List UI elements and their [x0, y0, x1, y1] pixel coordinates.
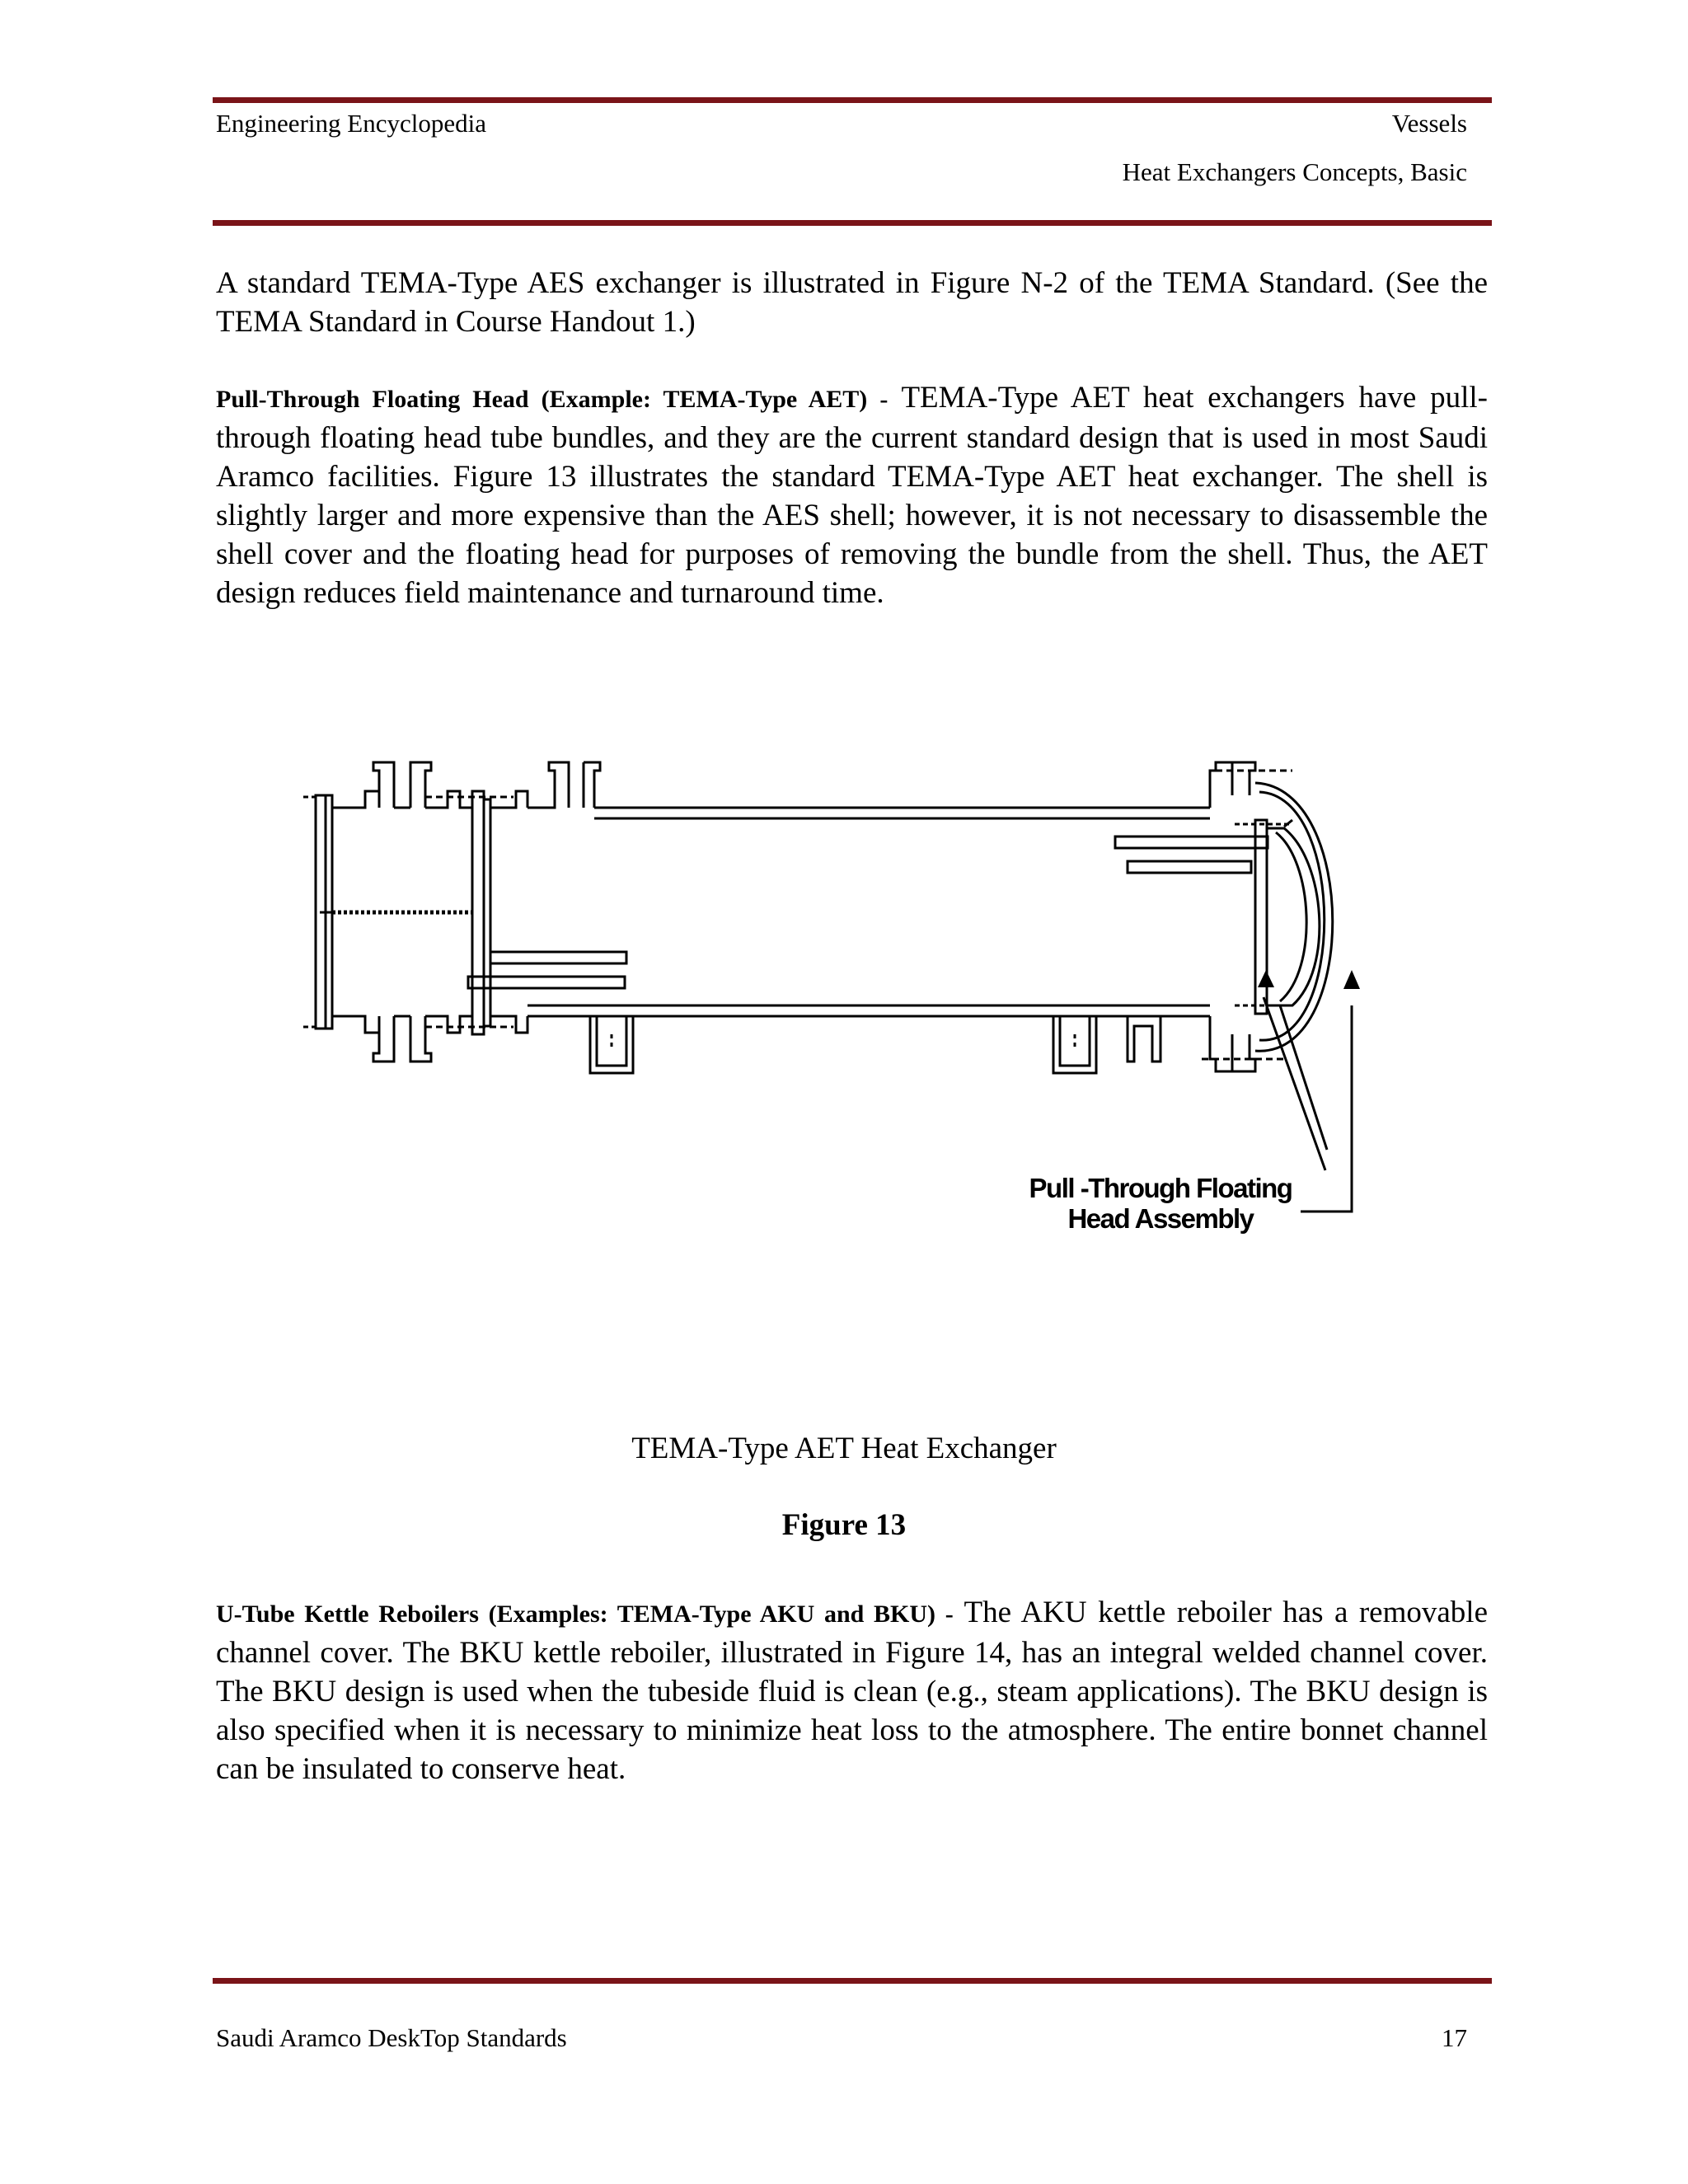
header-left-title: Engineering Encyclopedia	[216, 109, 486, 138]
figure-13-aet-exchanger-drawing	[303, 754, 1416, 1249]
figure-caption: TEMA-Type AET Heat Exchanger	[631, 1432, 1057, 1465]
paragraph-aet	[216, 378, 1488, 612]
paragraph-kettle-text: The AKU kettle reboiler has a removable channel cover. The BKU kettle reboiler, illustrated in Figure 14, has an integral welded channel cover. The BKU design is used when the tubeside fluid is clean (e.g., steam applications). The BKU design is also specified when it is necessary to minimize heat loss to the atmosphere. The entire bonnet channel can be insulated to conserve heat.	[216, 1596, 1489, 1786]
footer-left-text: Saudi Aramco DeskTop Standards	[216, 2023, 567, 2052]
tube-right-upper	[1115, 837, 1268, 848]
arrow-icon	[1258, 970, 1274, 987]
callout-leader-1	[1264, 997, 1325, 1170]
shell-nozzle-bottom	[1128, 1016, 1160, 1062]
tube-right-lower	[1128, 861, 1251, 873]
arrow-icon	[1343, 970, 1360, 989]
shell-nozzle-top	[528, 762, 569, 808]
paragraph-kettle-heading: U-Tube Kettle Reboilers (Examples: TEMA-Type AKU and BKU) -	[216, 1601, 954, 1628]
shell-flange-left-top	[490, 791, 528, 808]
callout-label-line2: Head Assembly	[1067, 1203, 1254, 1234]
tube-left-upper	[490, 952, 626, 963]
header-rule-bottom	[213, 220, 1492, 226]
header-right-title: Vessels	[1391, 109, 1467, 138]
shell-flange-left-bottom	[490, 1016, 528, 1033]
callout-leader-3	[1301, 1005, 1352, 1212]
channel-flange-top-left	[332, 791, 379, 808]
channel-flange-bottom-left	[332, 1016, 379, 1033]
shell-cover-flange-bottom	[1210, 1016, 1232, 1071]
figure-number: Figure 13	[781, 1508, 907, 1542]
paragraph-aes-text: A standard TEMA-Type AES exchanger is illustrated in Figure N-2 of the TEMA Standard. (See the TEMA Standard in Course Handout 1.)	[216, 266, 1488, 339]
shell-cover-flange-top	[1210, 762, 1232, 808]
footer-rule	[213, 1978, 1492, 1984]
paragraph-aet-text: TEMA-Type AET heat exchangers have pull-through floating head tube bundles, and they are the current standard design that is used in most Saudi Aramco facilities. Figure 13 illustrates the standard TEMA-Type AET heat exchanger. The shell is slightly larger and more expensive than the AES shell; however, it is not necessary to disassemble the shell cover and the floating head for purposes of removing the bundle from the shell. Thus, the AET design reduces field maintenance and turnaround time.	[216, 381, 1488, 610]
footer-page-number: 17	[1442, 2023, 1467, 2052]
paragraph-aet-heading: Pull-Through Floating Head (Example: TEMA-Type AET) -	[216, 386, 889, 413]
paragraph-kettle	[216, 1593, 1488, 1788]
channel-nozzle-top	[373, 762, 394, 808]
stationary-tubesheet	[472, 791, 484, 1034]
callout-label-line1: Pull -Through Floating	[1029, 1173, 1292, 1203]
header-rule-top	[213, 97, 1492, 103]
header-right-subtitle: Heat Exchangers Concepts, Basic	[1122, 157, 1467, 186]
channel-nozzle-bottom	[373, 1016, 394, 1062]
paragraph-aes-intro	[216, 264, 1488, 341]
